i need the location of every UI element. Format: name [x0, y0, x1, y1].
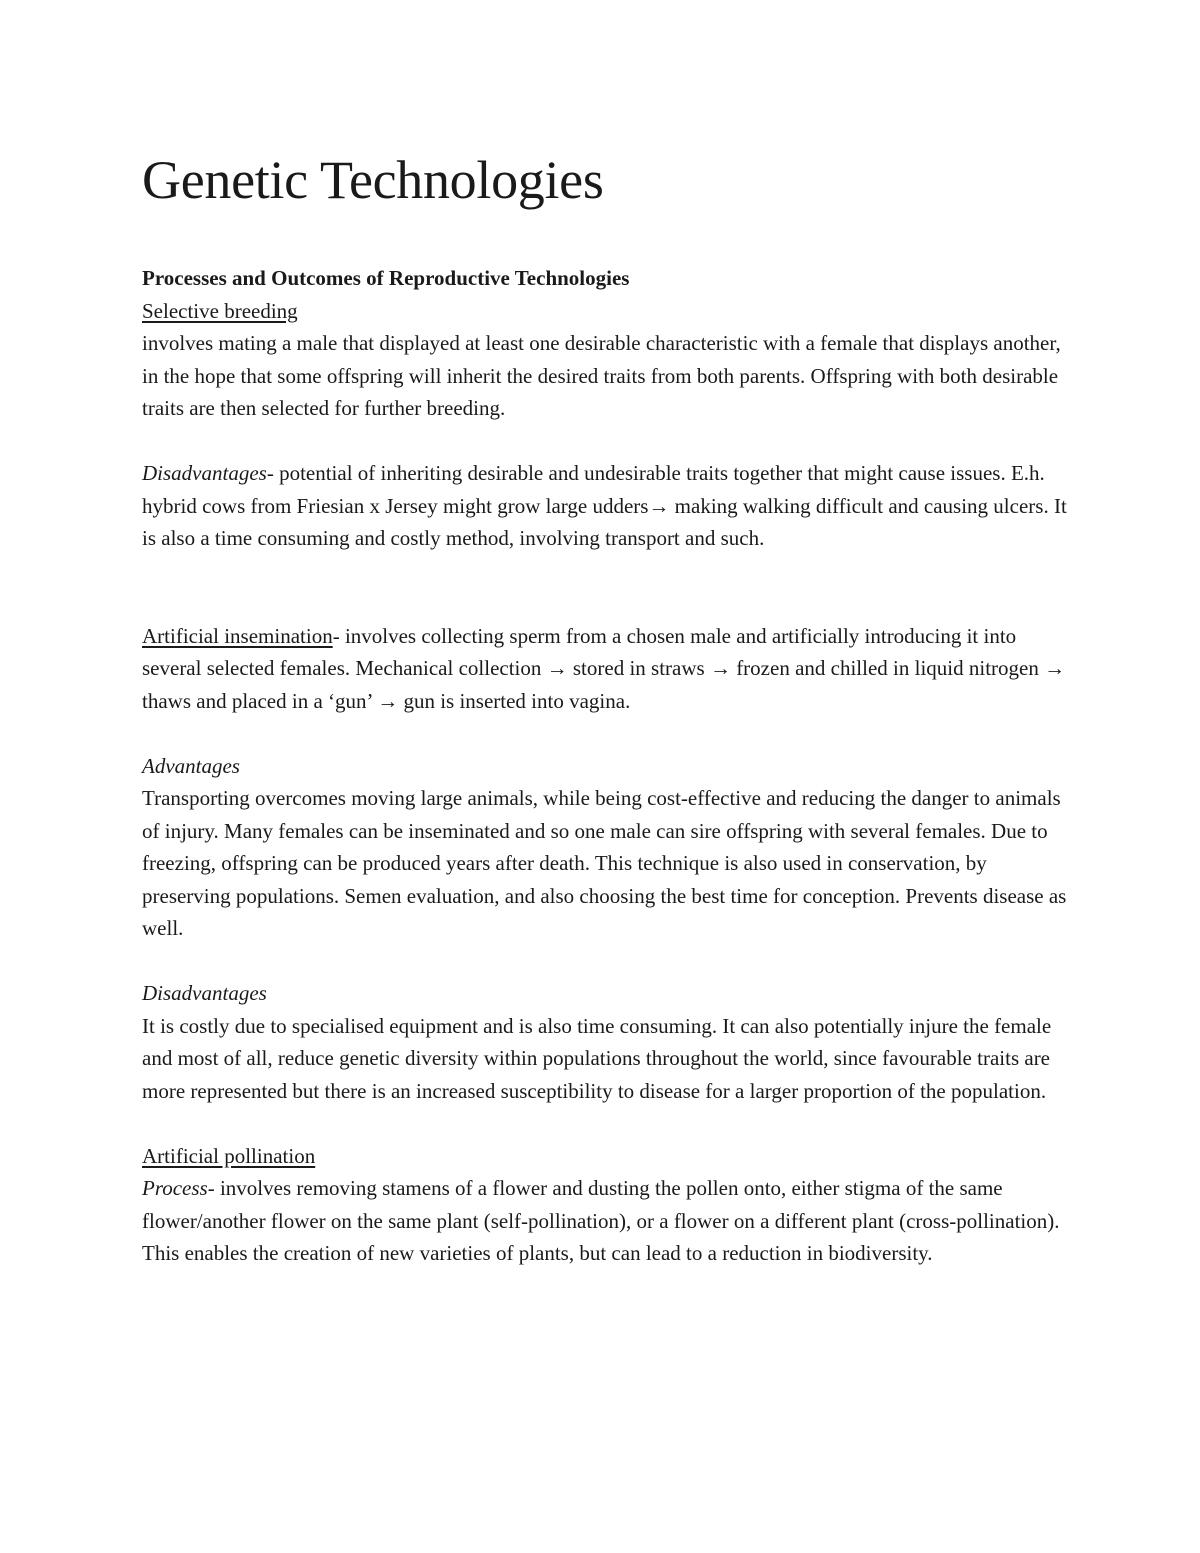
disadvantages-label: Disadvantages — [142, 461, 267, 485]
selective-breeding-heading-text: Selective breeding — [142, 298, 298, 323]
ai-disadvantages-text: It is costly due to specialised equipment and is also time consuming. It can also potentially injure the female and most of all, reduce genetic diversity within populations throughout the world, since favourable traits are more represented but there is an increased susceptibility to disease for a larger proportion of the population. — [142, 1013, 1052, 1103]
ai-disadvantages-label: Disadvantages — [142, 981, 267, 1005]
spacer — [142, 1107, 1072, 1140]
spacer — [142, 555, 1072, 620]
spacer — [142, 717, 1072, 750]
artificial-pollination-heading — [142, 1140, 1072, 1173]
process-label: Process — [142, 1176, 208, 1200]
page-title: Genetic Technologies — [142, 150, 604, 210]
spacer — [142, 945, 1072, 978]
advantages-text: Transporting overcomes moving large animals, while being cost-effective and reducing the danger to animals of injury. Many females can be inseminated and so one male can sire offspring with several females. Due to freezing, offspring can be produced years after death. This technique is also used in conservation, by preserving populations. Semen evaluation, and also choosing the best time for conception. Prevents disease as well. — [142, 786, 1067, 940]
selective-breeding-heading — [142, 295, 1072, 328]
selective-breeding-disadvantages — [142, 457, 1072, 555]
spacer — [142, 425, 1072, 458]
artificial-pollination-heading-text: Artificial pollination — [142, 1143, 316, 1168]
process-text: - involves removing stamens of a flower and dusting the pollen onto, either stigma of the same flower/another flower on the same plant (self-pollination), or a flower on a different plant (cross-pollination). This enables the creation of new varieties of plants, but can lead to a reduction in biodiversity. — [142, 1176, 1060, 1265]
artificial-insemination-paragraph — [142, 620, 1072, 718]
section-heading: Processes and Outcomes of Reproductive Technologies — [142, 266, 630, 290]
document-page — [142, 148, 1072, 1270]
selective-breeding-body: involves mating a male that displayed at least one desirable characteristic with a female that displays another, in the hope that some offspring will inherit the desired traits from both parents. Offspring with both desirable traits are then selected for further breeding. — [142, 331, 1061, 420]
disadvantages-text: - potential of inheriting desirable and undesirable traits together that might cause issues. E.h. hybrid cows from Friesian x Jersey might grow large udders→ making walking difficult and causing ulcers. It is also a time consuming and costly method, involving transport and such. — [142, 461, 1067, 550]
artificial-insemination-body: - involves collecting sperm from a chosen male and artificially introducing it into several selected females. Mechanical collection → stored in straws → frozen and chilled in liquid nitrogen → thaws and placed in a ‘gun’ → gun is inserted into vagina. — [142, 623, 1066, 713]
artificial-pollination-process — [142, 1172, 1072, 1270]
artificial-insemination-heading: Artificial insemination — [142, 623, 333, 648]
advantages-label: Advantages — [142, 753, 240, 778]
